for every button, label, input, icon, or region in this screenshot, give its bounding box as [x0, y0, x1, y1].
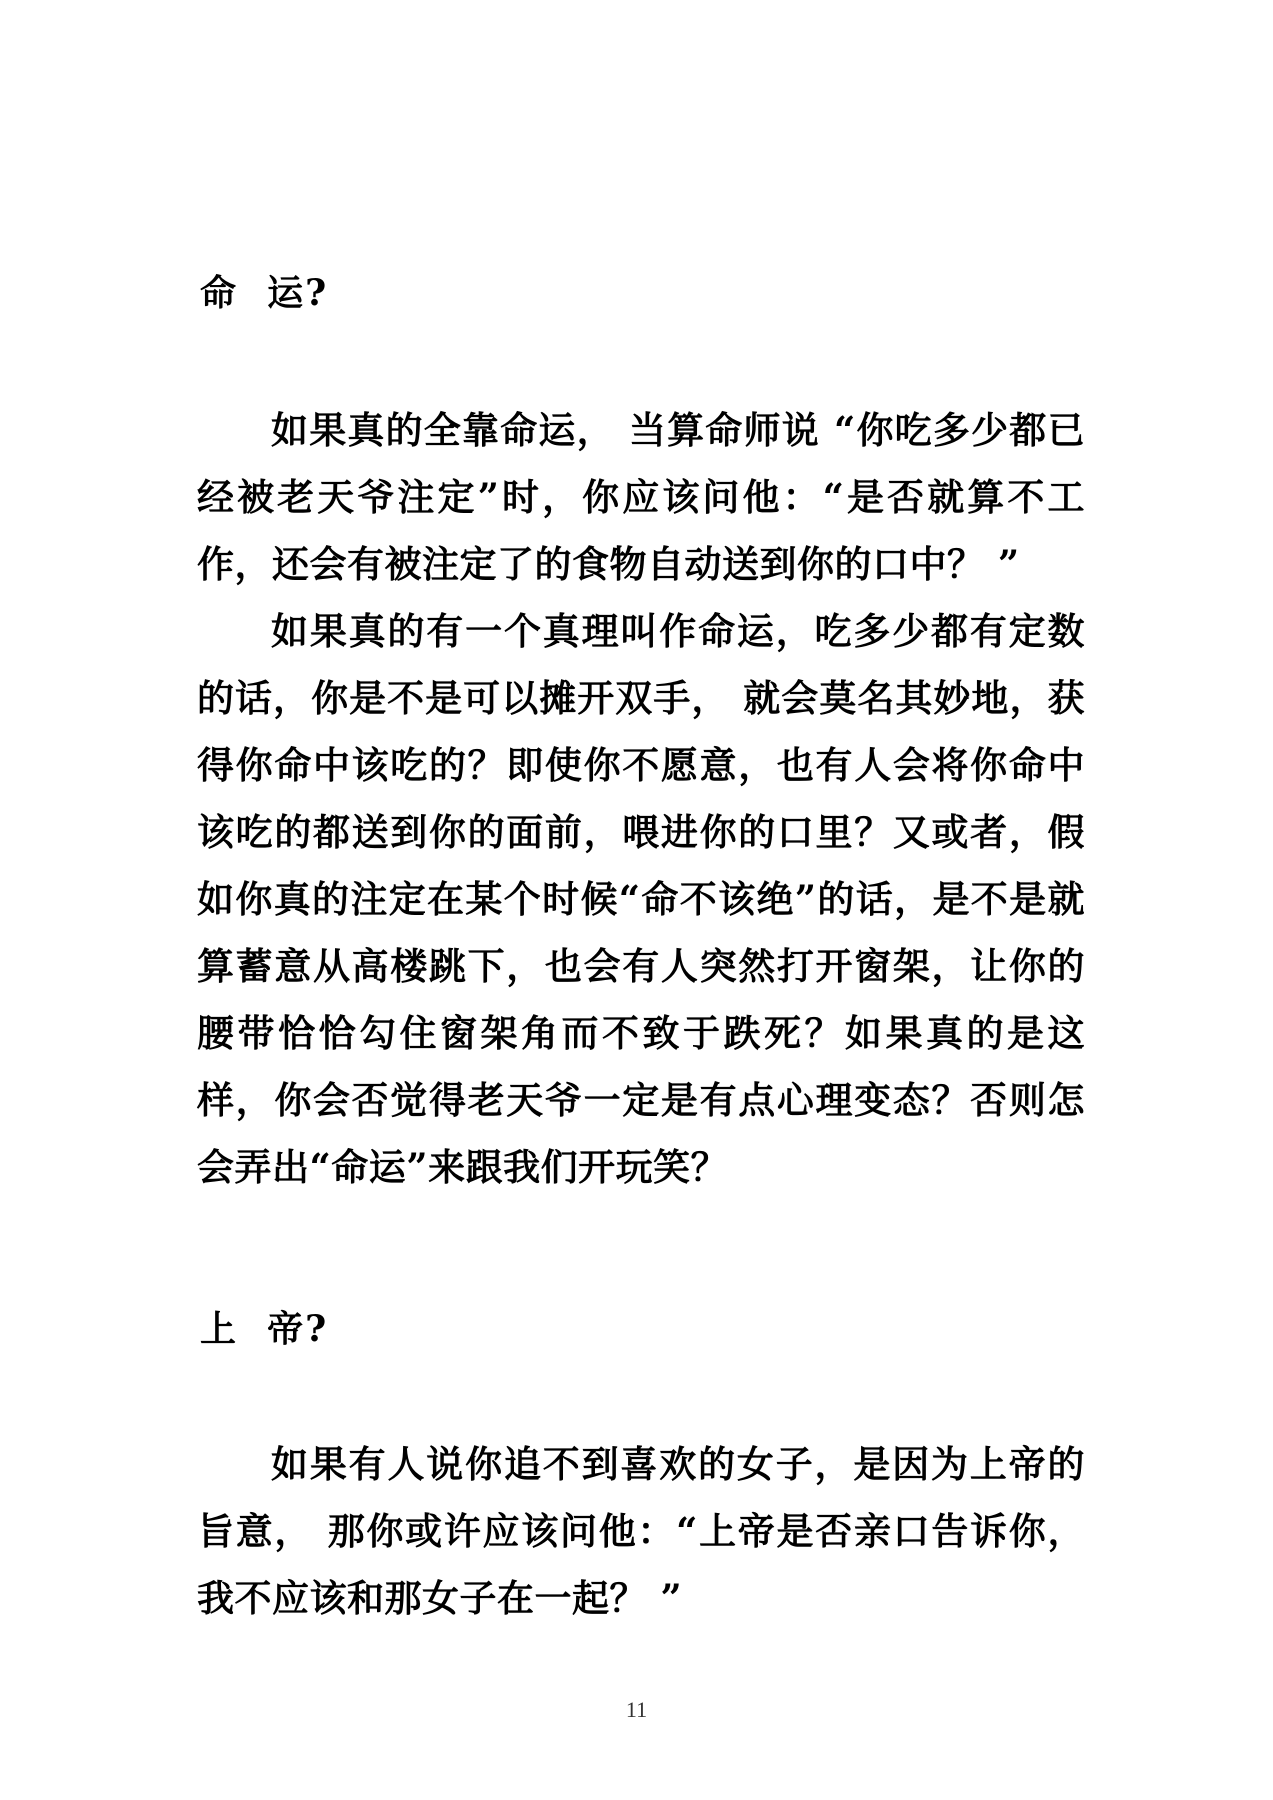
section-heading-god: 上 帝? — [200, 1308, 329, 1350]
section-heading-fate: 命 运? — [200, 272, 329, 314]
page-number: 11 — [625, 1697, 648, 1722]
paragraph-fate-2: 如果真的有一个真理叫作命运，吃多少都有定数的话，你是不是可以摊开双手， 就会莫名其妙地，获得你命中该吃的？即使你不愿意，也有人会将你命中该吃的都送到你的面前，喂进你的口里？又或者，假如你真的注定在某个时候“命不该绝”的话，是不是就算蓄意从高楼跳下，也会有人突然打开窗架，让你的腰带恰恰勾住窗架角而不致于跌死？如果真的是这样，你会否觉得老天爷一定是有点心理变态？否则怎会弄出“命运”来跟我们开玩笑？ — [197, 609, 1085, 1189]
paragraph-god-1: 如果有人说你追不到喜欢的女子，是因为上帝的旨意， 那你或许应该问他：“上帝是否亲口告诉你，我不应该和那女子在一起？ ” — [197, 1442, 1085, 1620]
paragraph-fate-1: 如果真的全靠命运， 当算命师说 “你吃多少都已经被老天爷注定”时，你应该问他：“是否就算不工作，还会有被注定了的食物自动送到你的口中？ ” — [197, 408, 1085, 586]
